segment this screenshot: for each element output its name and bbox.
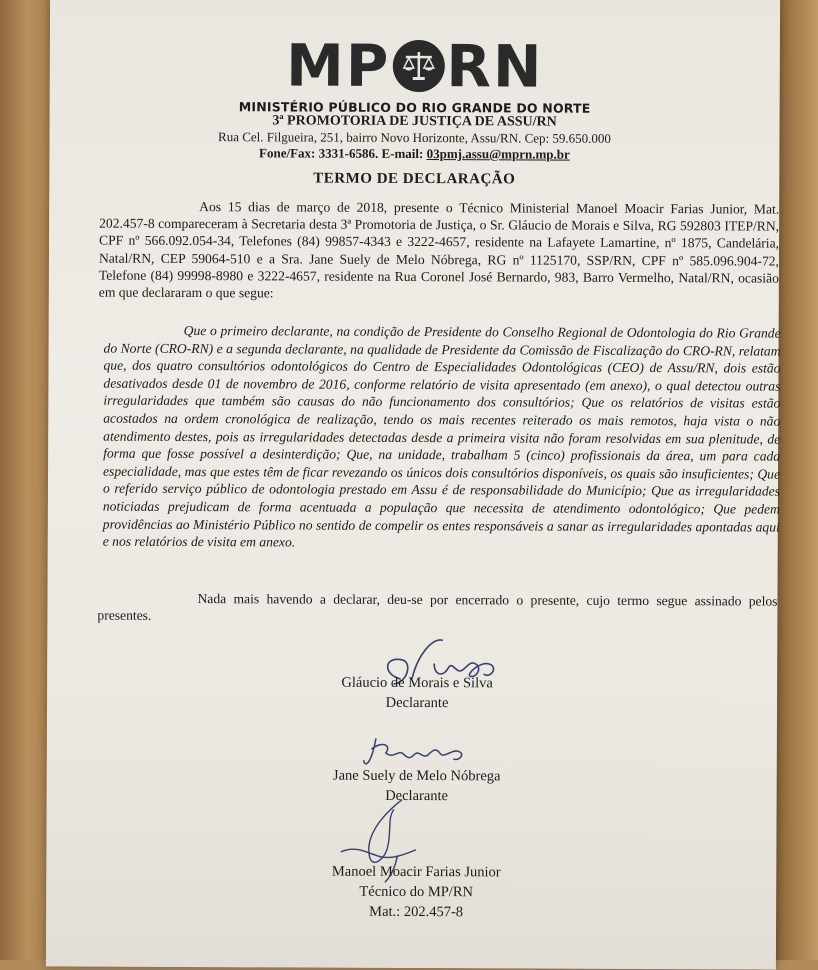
- contact-line: [49, 144, 779, 163]
- email-link[interactable]: 03pmj.assu@mprn.mp.br: [427, 146, 570, 162]
- signer-role: Técnico do MP/RN: [216, 881, 616, 903]
- signature-block-1: [217, 672, 617, 714]
- letterhead: [49, 34, 780, 163]
- closing-paragraph: Nada mais havendo a declarar, deu-se por encerrado o presente, cujo termo segue assinado pelos presentes.: [97, 590, 777, 627]
- scales-of-justice-icon: [392, 40, 444, 92]
- office-name: 3ª PROMOTORIA DE JUSTIÇA DE ASSU/RN: [50, 112, 780, 131]
- document-title: TERMO DE DECLARAÇÃO: [49, 169, 779, 189]
- organization-name: MINISTÉRIO PÚBLICO DO RIO GRANDE DO NORTE: [50, 98, 780, 116]
- phone: Fone/Fax: 3331-6586.: [259, 145, 378, 161]
- office-address: Rua Cel. Filgueira, 251, bairro Novo Horizonte, Assu/RN. Cep: 59.650.000: [49, 128, 779, 147]
- signer-role: Declarante: [217, 785, 617, 807]
- logo-text-right: RN: [446, 36, 543, 96]
- opening-paragraph: Aos 15 dias de março de 2018, presente o Técnico Ministerial Manoel Moacir Farias Junior, Mat. 202.457-8 compareceram à Secretaria desta 3ª Promotoria de Justiça, o Sr. Gláucio de Morais e Silva, RG 592803 ITEP/RN, CPF nº 566.092.054-34, Telefones (84) 99857-4343 e 3222-4657, residente na Lafayete Lamartine, nº 1875, Candelária, Natal/RN, CEP 59064-510 e a Sra. Jane Suely de Melo Nóbrega, RG nº 1125170, SSP/RN, CPF nº 585.096.904-72, Telefone (84) 99998-8980 e 3222-4657, residente na Rua Coronel José Bernardo, 983, Barro Vermelho, Natal/RN, ocasião em que declararam o que segue:: [99, 198, 779, 304]
- declaration-paragraph: Que o primeiro declarante, na condição de Presidente do Conselho Regional de Odontologia do Rio Grande do Norte (CRO-RN) e a segunda declarante, na qualidade de Presidente da Comissão de Fiscalização do CRO-RN, relatam que, dos quatro consultórios odontológicos do Centro de Especialidades Odontológicas (CEO) de Assu/RN, dois estão desativados desde 01 de novembro de 2016, conforme relatório de visita apresentado (em anexo), o qual detectou outras irregularidades que também são causas do não funcionamento dos consultórios; Que os relatórios de visitas estão acostados na ordem cronológica de realização, tendo os mais recentes reiterado os mais remotos, haja vista o não atendimento destes, pois as irregularidades detectadas desde a primeira visita não foram resolvidas em sua plenitude, de forma que fosse possível a desinterdição; Que, na unidade, trabalham 5 (cinco) profissionais da área, um para cada especialidade, mas que estes têm de ficar revezando os únicos dois consultórios disponíveis, os quais são insuficientes; Que o referido serviço público de odontologia prestado em Assu é de responsabilidade do Município; Que as irregularidades noticiadas prejudicam de forma acentuada a população que necessita de atendimento odontológico; Que pedem providências ao Ministério Público no sentido de compelir os entes responsáveis a sanar as irregularidades apontadas aqui e nos relatórios de visita em anexo.: [103, 322, 781, 554]
- signer-name: Gláucio de Morais e Silva: [217, 672, 617, 694]
- signer-name: Jane Suely de Melo Nóbrega: [217, 765, 617, 787]
- logo-text-left: MP: [286, 35, 390, 95]
- signer-role: Declarante: [217, 692, 617, 714]
- signer-name: Manoel Moacir Farias Junior: [216, 861, 616, 883]
- signature-block-3: [216, 861, 616, 923]
- signer-registration: Mat.: 202.457-8: [216, 901, 616, 923]
- document-page: [46, 0, 780, 970]
- mprn-logo: [50, 34, 780, 97]
- email-label: E-mail:: [381, 146, 423, 161]
